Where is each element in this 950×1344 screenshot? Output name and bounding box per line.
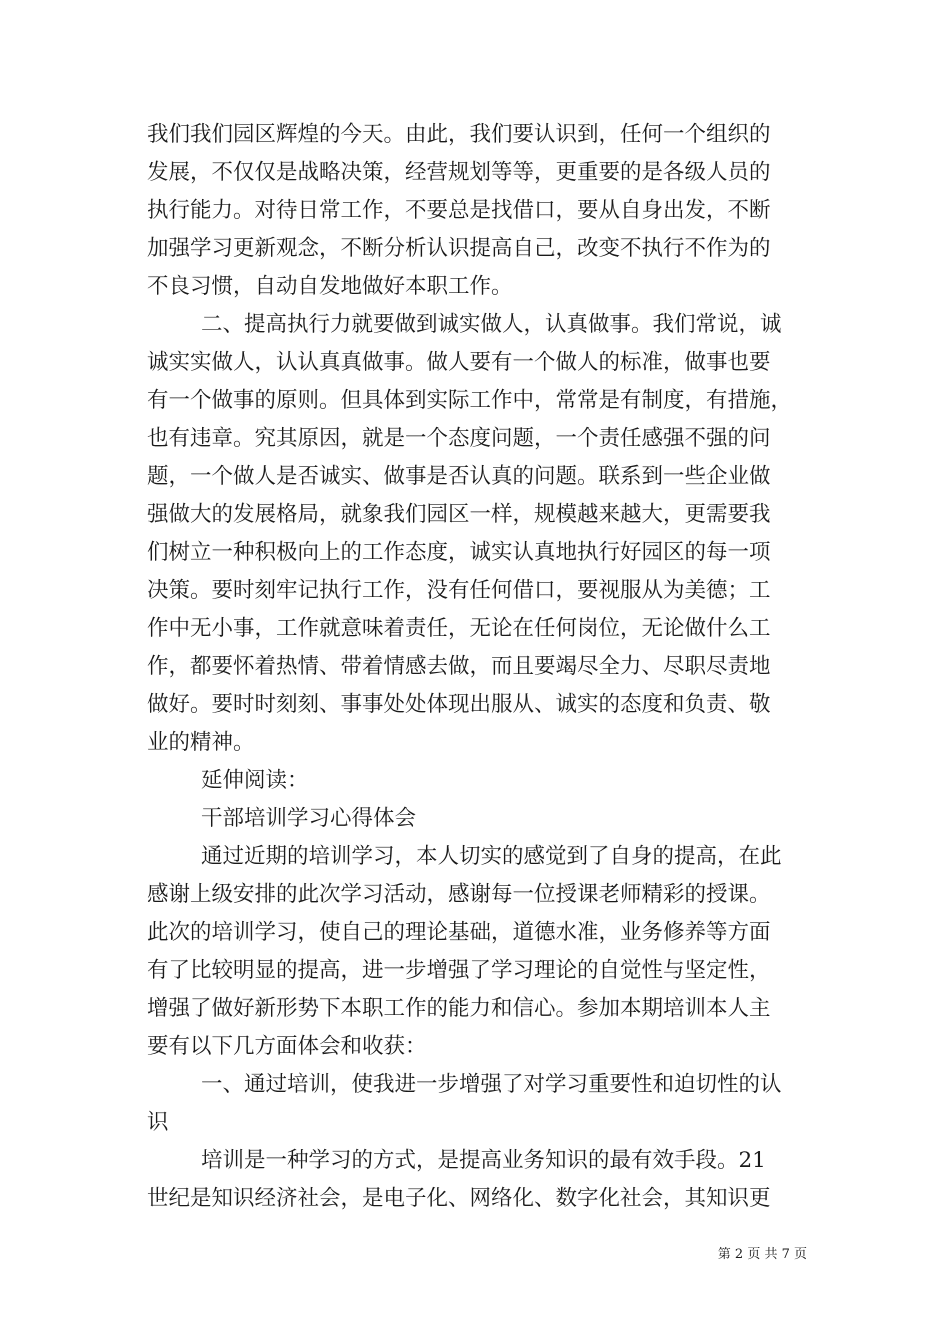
body-text [147, 116, 807, 1218]
text-line-16: 做好。要时时刻刻、事事处处体现出服从、诚实的态度和负责、敬 [147, 692, 771, 717]
text-line-3: 执行能力。对待日常工作，不要总是找借口，要从自身出发，不断 [147, 198, 771, 223]
text-line-29: 世纪是知识经济社会，是电子化、网络化、数字化社会，其知识更 [147, 1186, 771, 1211]
text-line-20: 通过近期的培训学习，本人切实的感觉到了自身的提高，在此 [201, 844, 782, 869]
page-number: 第 2 页 共 7 页 [717, 1247, 807, 1262]
text-line-17: 业的精神。 [147, 730, 255, 755]
text-line-28: 培训是一种学习的方式，是提高业务知识的最有效手段。21 [201, 1148, 766, 1173]
text-line-14: 作中无小事，工作就意味着责任，无论在任何岗位，无论做什么工 [147, 616, 771, 641]
text-line-10: 题，一个做人是否诚实、做事是否认真的问题。联系到一些企业做 [147, 464, 771, 489]
text-line-1: 我们我们园区辉煌的今天。由此，我们要认识到，任何一个组织的 [147, 122, 771, 147]
extended-reading-label: 延伸阅读： [201, 768, 309, 793]
text-line-9: 也有违章。究其原因，就是一个态度问题，一个责任感强不强的问 [147, 426, 771, 451]
text-line-24: 增强了做好新形势下本职工作的能力和信心。参加本期培训本人主 [147, 996, 771, 1021]
text-line-26: 一、通过培训，使我进一步增强了对学习重要性和迫切性的认 [201, 1072, 782, 1097]
text-line-27: 识 [147, 1110, 169, 1135]
text-line-8: 有一个做事的原则。但具体到实际工作中，常常是有制度，有措施， [147, 388, 793, 413]
text-line-23: 有了比较明显的提高，进一步增强了学习理论的自觉性与坚定性， [147, 958, 771, 983]
text-line-22: 此次的培训学习，使自己的理论基础，道德水准，业务修养等方面 [147, 920, 771, 945]
text-line-2: 发展，不仅仅是战略决策，经营规划等等，更重要的是各级人员的 [147, 160, 771, 185]
text-line-4: 加强学习更新观念，不断分析认识提高自己，改变不执行不作为的 [147, 236, 771, 261]
text-line-15: 作，都要怀着热情、带着情感去做，而且要竭尽全力、尽职尽责地 [147, 654, 771, 679]
text-line-13: 决策。要时刻牢记执行工作，没有任何借口，要视服从为美德；工 [147, 578, 771, 603]
text-line-6: 二、提高执行力就要做到诚实做人，认真做事。我们常说，诚 [201, 312, 782, 337]
text-line-11: 强做大的发展格局，就象我们园区一样，规模越来越大，更需要我 [147, 502, 771, 527]
text-line-5: 不良习惯，自动自发地做好本职工作。 [147, 274, 513, 299]
section-title: 干部培训学习心得体会 [201, 806, 417, 831]
text-line-25: 要有以下几方面体会和收获： [147, 1034, 427, 1059]
text-line-21: 感谢上级安排的此次学习活动，感谢每一位授课老师精彩的授课。 [147, 882, 771, 907]
text-line-7: 诚实实做人，认认真真做事。做人要有一个做人的标准，做事也要 [147, 350, 771, 375]
text-line-12: 们树立一种积极向上的工作态度，诚实认真地执行好园区的每一项 [147, 540, 771, 565]
